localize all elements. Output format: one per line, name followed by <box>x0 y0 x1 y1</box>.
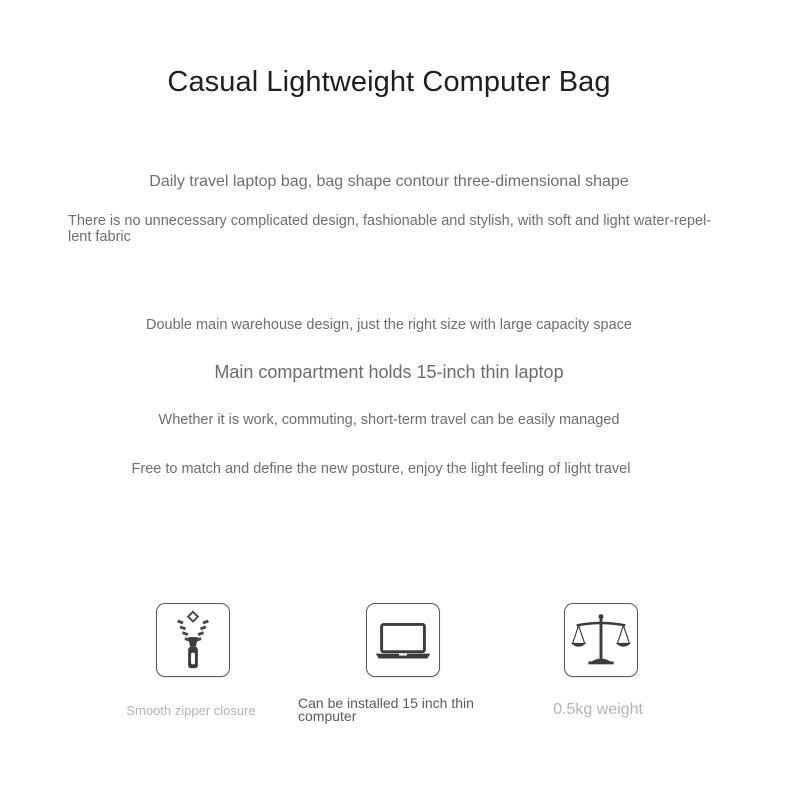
feature-caption: Can be installed 15 inch thin computer <box>298 695 474 724</box>
laptop-icon-graphic <box>367 604 439 676</box>
zipper-icon-graphic <box>157 604 229 676</box>
zipper-icon <box>156 603 230 677</box>
description-line: Whether it is work, commuting, short-term travel can be easily managed <box>158 412 620 428</box>
description-line: Main compartment holds 15-inch thin laptop <box>214 362 564 382</box>
description-line: Free to match and define the new posture, enjoy the light feeling of light travel <box>131 461 631 477</box>
description-line: Double main warehouse design, just the right size with large capacity space <box>145 317 632 333</box>
feature-caption: 0.5kg weight <box>553 701 643 718</box>
description-line: Daily travel laptop bag, bag shape contour three-dimensional shape <box>149 173 629 190</box>
page-title: Casual Lightweight Computer Bag <box>167 66 611 98</box>
scale-icon <box>564 603 638 677</box>
description-line: There is no unnecessary complicated design, fashionable and stylish, with soft and light water-repel-lent fabric <box>68 213 712 245</box>
scale-icon-graphic <box>565 604 637 676</box>
feature-caption: Smooth zipper closure <box>126 703 256 718</box>
laptop-icon <box>366 603 440 677</box>
